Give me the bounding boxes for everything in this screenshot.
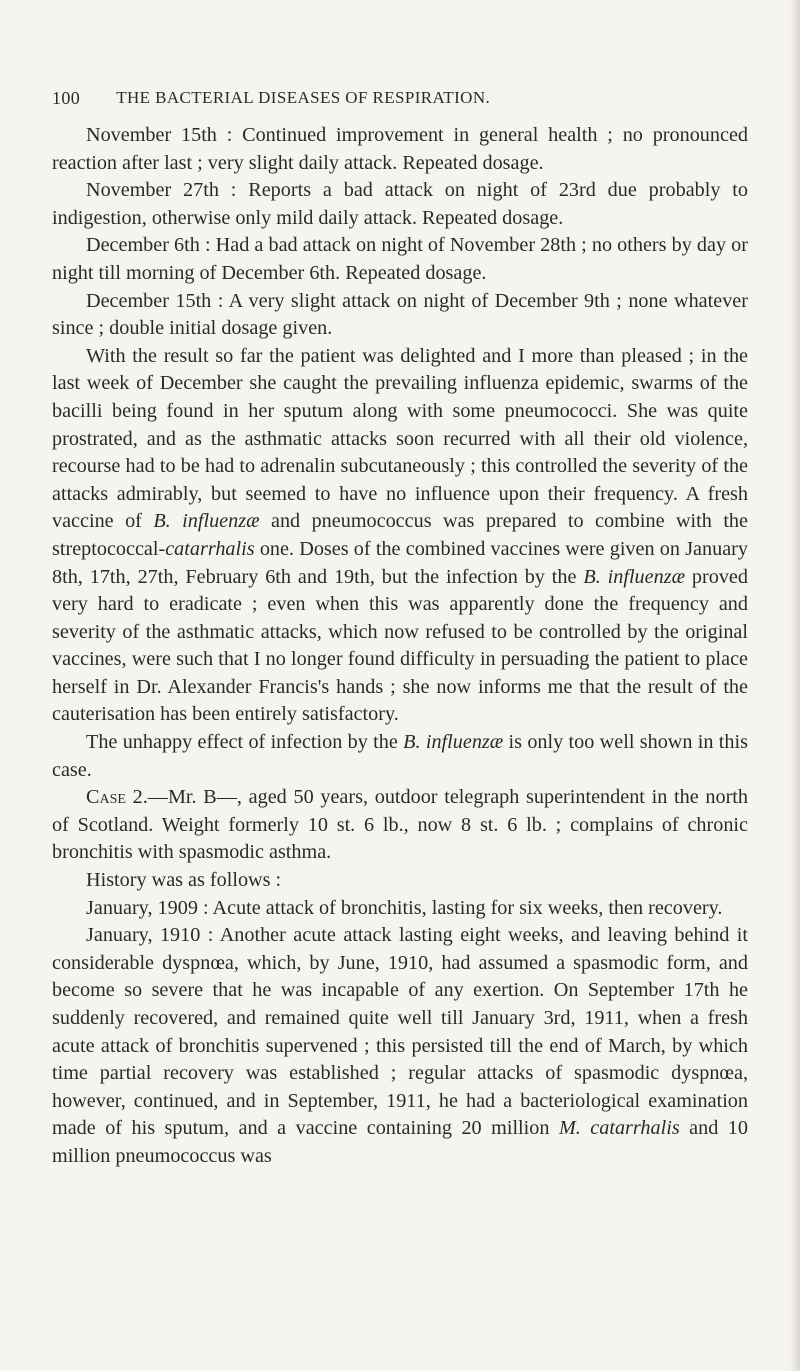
page-number: 100 xyxy=(52,88,81,108)
italic-term: B. influenzæ xyxy=(153,510,260,533)
running-title: THE BACTERIAL DISEASES OF RESPIRATION. xyxy=(116,88,491,107)
text-run: The unhappy effect of infection by the xyxy=(86,731,404,754)
italic-term: M. catarrhalis xyxy=(558,1117,680,1140)
paragraph: November 27th : Reports a bad attack on night of 23rd due probably to indigestion, otherwise only mild daily attack. Repeated dosage. xyxy=(52,179,748,229)
text-run: one. Doses of the combined vaccines were given on January 8th, 17th, 27th, February 6th and 19th, but the infection by the xyxy=(52,537,748,588)
body-text xyxy=(52,122,748,1171)
text-run: January, 1910 : Another acute attack lasting eight weeks, and leaving behind it considerable dyspnœa, which, by June, 1910, had assumed a spasmodic form, and become so severe that he was incapable of any exertion. On September 17th he suddenly recovered, and remained quite well till January 3rd, 1911, when a fresh acute attack of bronchitis supervened ; this persisted till the end of March, by which time partial recovery was established ; regular attacks of spasmodic dyspnœa, however, continued, and in September, 1911, he had a bacteriological examination made of his sputum, and a vaccine containing 20 million xyxy=(52,924,748,1140)
paragraph: December 15th : A very slight attack on night of December 9th ; none whatever since ; double initial dosage given. xyxy=(52,289,748,340)
italic-term: catarrhalis xyxy=(165,537,255,560)
paragraph xyxy=(52,343,748,729)
running-header xyxy=(52,88,622,109)
paragraph xyxy=(52,729,748,784)
paragraph: History was as follows : xyxy=(86,869,282,892)
italic-term: B. influenzæ xyxy=(583,565,686,588)
text-run: With the result so far the patient was delighted and I more than pleased ; in the last week of December she caught the prevailing influenza epidemic, swarms of the bacilli being found in her sputum along with some pneumococci. She was quite prostrated, and as the asthmatic attacks soon recurred with all their old violence, recourse had to be had to adrenalin subcutaneously ; this controlled the severity of the attacks admirably, but seemed to have no influence upon their frequency. A fresh vaccine of xyxy=(52,344,748,533)
text-run: and pneumococcus was prepared to combine with the streptococcal- xyxy=(52,510,748,560)
text-run: proved very hard to eradicate ; even when this was apparently done the frequency and severity of the asthmatic attacks, which now refused to be controlled by the original vaccines, were such that I no longer found difficulty in persuading the patient to place herself in Dr. Alexander Francis's hands ; she now informs me that the result of the cauterisation has been entirely satisfactory. xyxy=(52,565,748,726)
text-run: —Mr. B—, aged 50 years, outdoor telegraph superintendent in the north of Scotland. Weight formerly 10 st. 6 lb., now 8 st. 6 lb. ; complains of chronic bronchitis with spasmodic asthma. xyxy=(52,786,748,864)
italic-term: B. influenzæ xyxy=(403,731,504,754)
page-edge-shadow xyxy=(790,0,800,1371)
paragraph: December 6th : Had a bad attack on night of November 28th ; no others by day or night till morning of December 6th. Repeated dosage. xyxy=(52,234,748,284)
case-label: Case 2. xyxy=(86,786,148,809)
paragraph: November 15th : Continued improvement in general health ; no pronounced reaction after last ; very slight daily attack. Repeated dosage. xyxy=(52,124,748,174)
paragraph xyxy=(52,784,748,867)
text-run: and 10 million pneumococcus was xyxy=(52,1117,748,1167)
paragraph xyxy=(52,922,748,1170)
text-run: is only too well shown in this case. xyxy=(52,731,748,781)
paragraph: January, 1909 : Acute attack of bronchitis, lasting for six weeks, then recovery. xyxy=(86,896,723,919)
